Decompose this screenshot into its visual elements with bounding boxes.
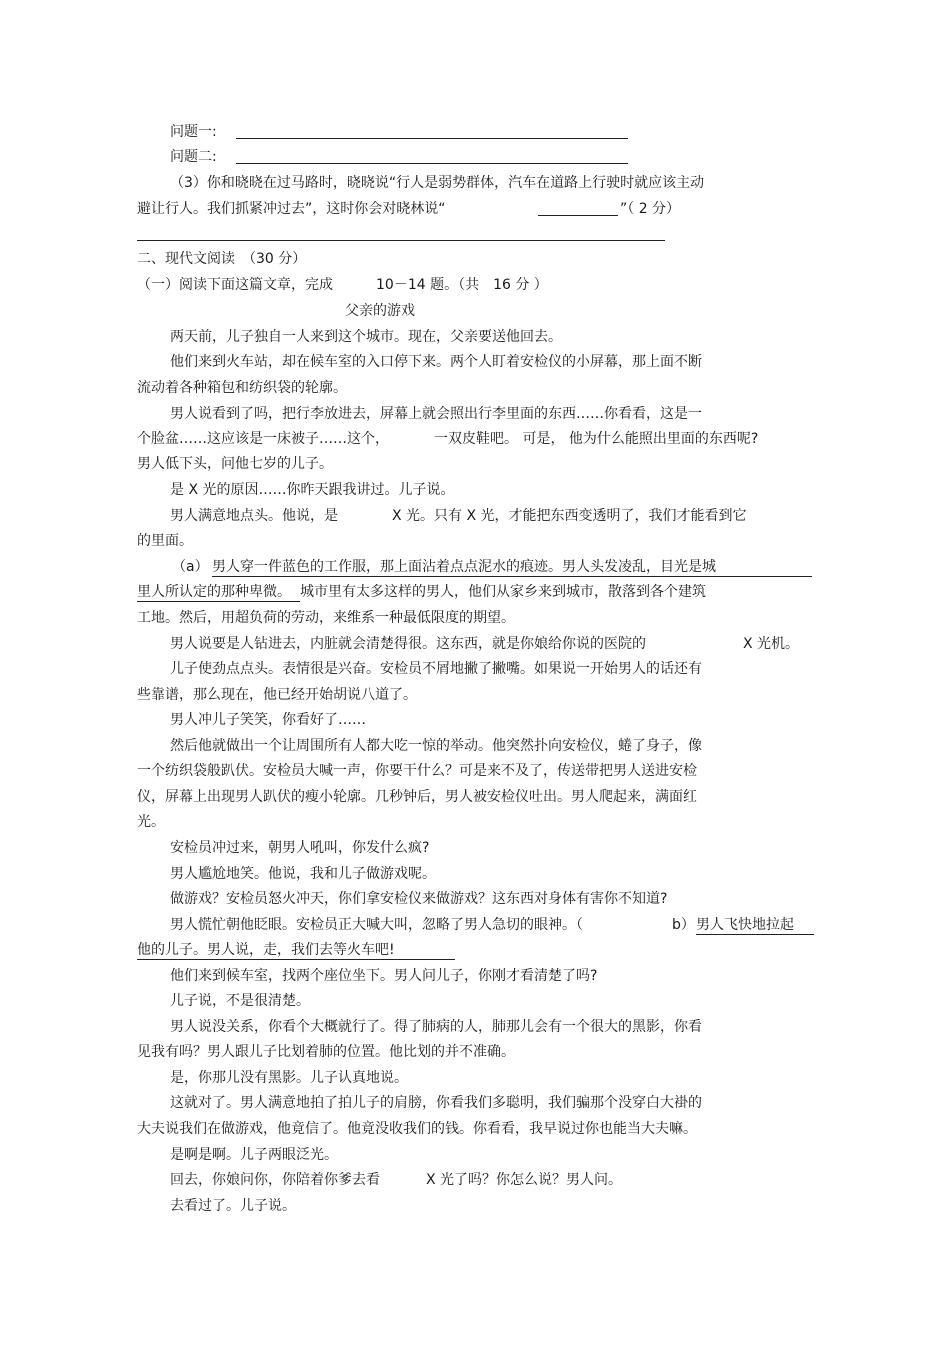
paragraph-line: 大夫说我们在做游戏，他竟信了。他竟没收我们的钱。你看看，我早说过你也能当大夫嘛。: [137, 1121, 697, 1137]
paragraph-line: 男人冲儿子笑笑，你看好了……: [170, 712, 366, 728]
paragraph-line: 个脸盆……这应该是一床被子……这个，: [137, 431, 389, 447]
paragraph-line: 一个纺织袋般趴伏。安检员大喊一声，你要干什么？可是来不及了，传送带把男人送进安检: [137, 763, 697, 779]
paragraph-line: 的里面。: [137, 533, 193, 549]
paragraph-line: 一双皮鞋吧。 可是， 他为什么能照出里面的东西呢?: [434, 431, 759, 447]
question-three-line1: （3）你和晓晓在过马路时，晓晓说“行人是弱势群体，汽车在道路上行驶时就应该主动: [170, 175, 705, 191]
marker-b: b）: [672, 917, 695, 933]
paragraph-line: 男人说没关系，你看个大概就行了。得了肺病的人，肺那儿会有一个很大的黑影，你看: [170, 1019, 702, 1035]
paragraph-line: 去看过了。儿子说。: [170, 1198, 296, 1214]
section-subtitle-b: 10－14 题。（共 16 分 ）: [376, 277, 548, 293]
paragraph-line: 男人慌忙朝他眨眼。安检员正大喊大叫，忽略了男人急切的眼神。（: [170, 917, 583, 933]
paragraph-line: 安检员冲过来，朝男人吼叫，你发什么疯?: [170, 840, 430, 856]
paragraph-line: 儿子说，不是很清楚。: [170, 993, 310, 1009]
paragraph-line: 男人说看到了吗，把行李放进去，屏幕上就会照出行李里面的东西……你看看，这是一: [170, 406, 702, 422]
paragraph-line: 做游戏？安检员怒火冲天，你们拿安检仪来做游戏？这东西对身体有害你不知道?: [170, 891, 668, 907]
paragraph-line: X 光。只有 X 光，才能把东西变透明了，我们才能看到它: [392, 508, 747, 524]
underline-a-1: [212, 576, 812, 577]
underlined-passage-a: 里人所认定的那种卑微。: [137, 584, 291, 600]
paragraph-line: 是 X 光的原因……你昨天跟我讲过。儿子说。: [170, 482, 455, 498]
paragraph-line: 是啊是啊。儿子两眼泛光。: [170, 1147, 338, 1163]
underlined-passage-a: 男人穿一件蓝色的工作服，那上面沾着点点泥水的痕迹。男人头发凌乱，目光是城: [212, 559, 716, 575]
paragraph-line: 然后他就做出一个让周围所有人都大吃一惊的举动。他突然扑向安检仪，蜷了身子，像: [170, 738, 702, 754]
answer-blank-three-inline[interactable]: [538, 215, 618, 216]
paragraph-line: 仪，屏幕上出现男人趴伏的瘦小轮廓。几秒钟后，男人被安检仪吐出。男人爬起来，满面红: [137, 789, 697, 805]
paragraph-line: 工地。然后，用超负荷的劳动，来维系一种最低限度的期望。: [137, 610, 515, 626]
question-two-label: 问题二:: [170, 149, 217, 165]
paragraph-line: X 光机。: [743, 636, 800, 652]
paragraph-line: 男人满意地点头。他说，是: [170, 508, 338, 524]
marker-a: （a）: [172, 559, 209, 575]
underline-b-1: [696, 934, 814, 935]
paragraph-line: 他们来到候车室，找两个座位坐下。男人问儿子，你刚才看清楚了吗?: [170, 968, 598, 984]
paragraph-line: 回去，你娘问你，你陪着你爹去看: [170, 1172, 380, 1188]
section-title: 二、现代文阅读 （30 分）: [137, 251, 307, 267]
section-subtitle-a: （一）阅读下面这篇文章，完成: [137, 277, 333, 293]
paragraph-line: 男人说要是人钻进去，内脏就会清楚得很。这东西，就是你娘给你说的医院的: [170, 636, 646, 652]
question-three-line2: 避让行人。我们抓紧冲过去”，这时你会对晓林说“: [137, 201, 446, 217]
paragraph-line: 见我有吗？男人跟儿子比划着肺的位置。他比划的并不准确。: [137, 1044, 515, 1060]
paragraph-line: 流动着各种箱包和纺织袋的轮廓。: [137, 380, 347, 396]
paragraph-line: 些靠谱，那么现在，他已经开始胡说八道了。: [137, 687, 417, 703]
answer-blank-two[interactable]: [236, 163, 628, 164]
paragraph-line: 是，你那儿没有黑影。儿子认真地说。: [170, 1070, 408, 1086]
paragraph-line: 城市里有太多这样的男人，他们从家乡来到城市，散落到各个建筑: [300, 584, 706, 600]
paragraph-line: 男人低下头，问他七岁的儿子。: [137, 456, 333, 472]
article-title: 父亲的游戏: [345, 303, 415, 319]
paragraph-line: 两天前，儿子独自一人来到这个城市。现在，父亲要送他回去。: [170, 329, 562, 345]
paragraph-line: 他们来到火车站，却在候车室的入口停下来。两个人盯着安检仪的小屏幕，那上面不断: [170, 354, 702, 370]
paragraph-line: 这就对了。男人满意地拍了拍儿子的肩膀，你看我们多聪明，我们骗那个没穿白大褂的: [170, 1095, 702, 1111]
paragraph-line: 光。: [137, 814, 165, 830]
paragraph-line: 儿子使劲点点头。表情很是兴奋。安检员不屑地撇了撇嘴。如果说一开始男人的话还有: [170, 661, 702, 677]
paragraph-line: X 光了吗？你怎么说？男人问。: [426, 1172, 623, 1188]
underline-a-2: [137, 601, 300, 602]
underlined-passage-b: 他的儿子。男人说，走，我们去等火车吧!: [137, 942, 395, 958]
question-one-label: 问题一:: [170, 124, 217, 140]
question-three-points: ”（ 2 分）: [620, 201, 681, 217]
answer-blank-one[interactable]: [236, 138, 628, 139]
underlined-passage-b: 男人飞快地拉起: [696, 917, 794, 933]
answer-blank-three-full[interactable]: [137, 240, 665, 241]
underline-b-2: [137, 959, 455, 960]
paragraph-line: 男人尴尬地笑。他说，我和儿子做游戏呢。: [170, 866, 436, 882]
